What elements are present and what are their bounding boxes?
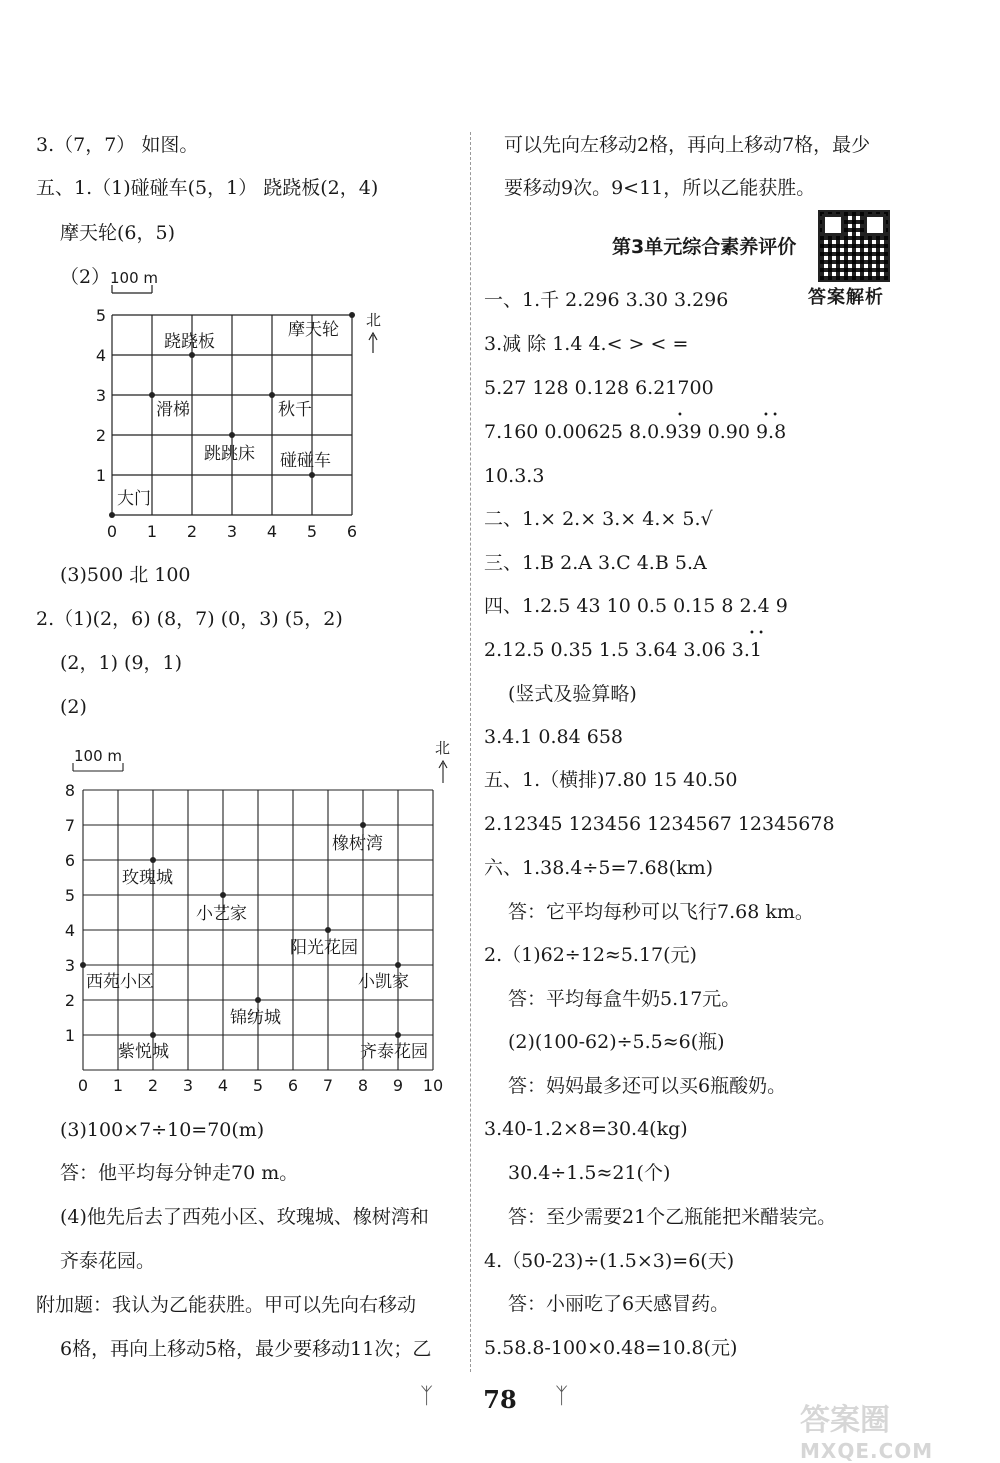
place-label: 齐泰花园 bbox=[360, 1042, 428, 1062]
place-label: 紫悦城 bbox=[118, 1042, 169, 1062]
place-label: 跷跷板 bbox=[164, 332, 215, 352]
answer-line: 7.160 0.00625 8.0.939 0.90 9.8 bbox=[484, 421, 787, 443]
x-tick: 0 bbox=[77, 1076, 89, 1095]
y-tick: 3 bbox=[95, 386, 107, 405]
answer-line: 2.（1)(2，6) (8，7) (0，3) (5，2) bbox=[36, 608, 343, 630]
x-tick: 8 bbox=[357, 1076, 369, 1095]
answer-line: 3.4.1 0.84 658 bbox=[484, 726, 623, 748]
answer-line: 3.减 除 1.4 4.< > < = bbox=[484, 333, 689, 355]
y-tick: 8 bbox=[64, 781, 76, 800]
y-tick: 6 bbox=[64, 851, 76, 870]
answer-line: (2) bbox=[60, 696, 87, 718]
x-tick: 5 bbox=[306, 522, 318, 541]
sprig-left-icon: ᛉ bbox=[420, 1384, 434, 1409]
y-tick: 2 bbox=[64, 991, 76, 1010]
answer-line: 二、1.× 2.× 3.× 4.× 5.√ bbox=[484, 508, 713, 530]
page-number: 78 bbox=[483, 1385, 517, 1414]
answer-line: 3.40-1.2×8=30.4(kg) bbox=[484, 1118, 688, 1140]
scale-label: 100 m bbox=[110, 269, 159, 287]
x-tick: 2 bbox=[147, 1076, 159, 1095]
x-tick: 9 bbox=[392, 1076, 404, 1095]
place-label: 小艺家 bbox=[196, 904, 247, 924]
answer-line: 四、1.2.5 43 10 0.5 0.15 8 2.4 9 bbox=[484, 595, 788, 617]
y-tick: 5 bbox=[95, 306, 107, 325]
answer-line: 五、1.（横排)7.80 15 40.50 bbox=[484, 769, 738, 791]
x-tick: 6 bbox=[287, 1076, 299, 1095]
y-tick: 1 bbox=[64, 1026, 76, 1045]
answer-line: 一、1.千 2.296 3.30 3.296 bbox=[484, 289, 729, 311]
answer-line: 6格，再向上移动5格，最少要移动11次；乙 bbox=[60, 1338, 432, 1360]
repeating-dot: • • bbox=[749, 628, 764, 639]
x-tick: 4 bbox=[217, 1076, 229, 1095]
x-tick: 2 bbox=[186, 522, 198, 541]
x-tick: 7 bbox=[322, 1076, 334, 1095]
answer-line: 答：平均每盒牛奶5.17元。 bbox=[508, 988, 741, 1010]
answer-line: 答：妈妈最多还可以买6瓶酸奶。 bbox=[508, 1075, 787, 1097]
repeating-dot: • • bbox=[763, 410, 778, 421]
x-tick: 3 bbox=[182, 1076, 194, 1095]
answer-line: 答：至少需要21个乙瓶能把米醋装完。 bbox=[508, 1206, 837, 1228]
answer-line: 4.（50-23)÷(1.5×3)=6(天) bbox=[484, 1250, 735, 1272]
answer-line: 30.4÷1.5≈21(个) bbox=[508, 1162, 671, 1184]
place-label: 西苑小区 bbox=[86, 972, 154, 992]
answer-line: (2，1) (9，1) bbox=[60, 652, 183, 674]
north-label: 北 bbox=[366, 311, 382, 329]
answer-line: 三、1.B 2.A 3.C 4.B 5.A bbox=[484, 552, 707, 574]
y-tick: 7 bbox=[64, 816, 76, 835]
answer-line: 可以先向左移动2格，再向上移动7格，最少 bbox=[504, 134, 871, 156]
north-label: 北 bbox=[435, 739, 451, 757]
place-label: 橡树湾 bbox=[332, 834, 383, 854]
place-label: 锦纺城 bbox=[230, 1008, 281, 1028]
answer-line: 六、1.38.4÷5=7.68(km) bbox=[484, 857, 714, 879]
scale-label: 100 m bbox=[74, 747, 123, 765]
repeating-dot: • bbox=[677, 410, 683, 421]
section-title: 第3单元综合素养评价 bbox=[612, 236, 797, 258]
watermark bbox=[800, 1395, 933, 1463]
place-label: 跳跳床 bbox=[204, 444, 255, 464]
place-label: 摩天轮 bbox=[288, 320, 339, 340]
answer-line: 答：他平均每分钟走70 m。 bbox=[60, 1162, 299, 1184]
answer-line: 3.（7，7） 如图。 bbox=[36, 134, 199, 156]
map-grid-1 bbox=[90, 265, 400, 555]
map-grid-2 bbox=[58, 735, 458, 1095]
answer-line: 齐泰花园。 bbox=[60, 1250, 156, 1272]
answer-line: 5.27 128 0.128 6.21700 bbox=[484, 377, 714, 399]
x-tick: 0 bbox=[106, 522, 118, 541]
qr-code-icon bbox=[818, 210, 890, 282]
column-divider bbox=[470, 132, 471, 1372]
place-label: 小凯家 bbox=[358, 972, 409, 992]
x-tick: 3 bbox=[226, 522, 238, 541]
x-tick: 4 bbox=[266, 522, 278, 541]
place-label: 碰碰车 bbox=[280, 451, 331, 471]
answer-line: (3)500 北 100 bbox=[60, 564, 191, 586]
answer-line: 答：小丽吃了6天感冒药。 bbox=[508, 1293, 730, 1315]
answer-line: (4)他先后去了西苑小区、玫瑰城、橡树湾和 bbox=[60, 1206, 429, 1228]
place-label: 玫瑰城 bbox=[122, 868, 173, 888]
y-tick: 4 bbox=[95, 346, 107, 365]
answer-line: 摩天轮(6，5) bbox=[60, 222, 176, 244]
answer-line: 2.（1)62÷12≈5.17(元) bbox=[484, 944, 697, 966]
qr-label: 答案解析 bbox=[808, 287, 884, 308]
answer-line: 答：它平均每秒可以飞行7.68 km。 bbox=[508, 901, 814, 923]
watermark-top: 答案圈 bbox=[800, 1403, 890, 1438]
watermark-bottom: MXQE.COM bbox=[800, 1439, 934, 1463]
answer-line: （2） bbox=[60, 266, 111, 288]
answer-line: 10.3.3 bbox=[484, 465, 545, 487]
answer-line: (竖式及验算略) bbox=[508, 683, 637, 705]
answer-line: 5.58.8-100×0.48=10.8(元) bbox=[484, 1337, 738, 1359]
y-tick: 2 bbox=[95, 426, 107, 445]
x-tick: 5 bbox=[252, 1076, 264, 1095]
answer-line: 2.12345 123456 1234567 12345678 bbox=[484, 813, 835, 835]
answer-line: 五、1.（1)碰碰车(5，1） 跷跷板(2，4) bbox=[36, 177, 379, 199]
answer-line: 要移动9次。9<11，所以乙能获胜。 bbox=[504, 177, 816, 199]
y-tick: 1 bbox=[95, 466, 107, 485]
x-tick: 10 bbox=[422, 1076, 444, 1095]
place-label: 滑梯 bbox=[156, 400, 190, 420]
answer-line: 附加题：我认为乙能获胜。甲可以先向右移动 bbox=[36, 1294, 417, 1316]
y-tick: 3 bbox=[64, 956, 76, 975]
x-tick: 1 bbox=[146, 522, 158, 541]
answer-line: (3)100×7÷10=70(m) bbox=[60, 1119, 265, 1141]
place-label: 阳光花园 bbox=[290, 938, 358, 958]
sprig-right-icon: ᛉ bbox=[555, 1384, 569, 1409]
y-tick: 4 bbox=[64, 921, 76, 940]
answer-line: 2.12.5 0.35 1.5 3.64 3.06 3.1 bbox=[484, 639, 762, 661]
place-label: 大门 bbox=[117, 489, 151, 509]
x-tick: 1 bbox=[112, 1076, 124, 1095]
place-label: 秋千 bbox=[278, 400, 312, 420]
y-tick: 5 bbox=[64, 886, 76, 905]
x-tick: 6 bbox=[346, 522, 358, 541]
answer-line: (2)(100-62)÷5.5≈6(瓶) bbox=[508, 1031, 725, 1053]
